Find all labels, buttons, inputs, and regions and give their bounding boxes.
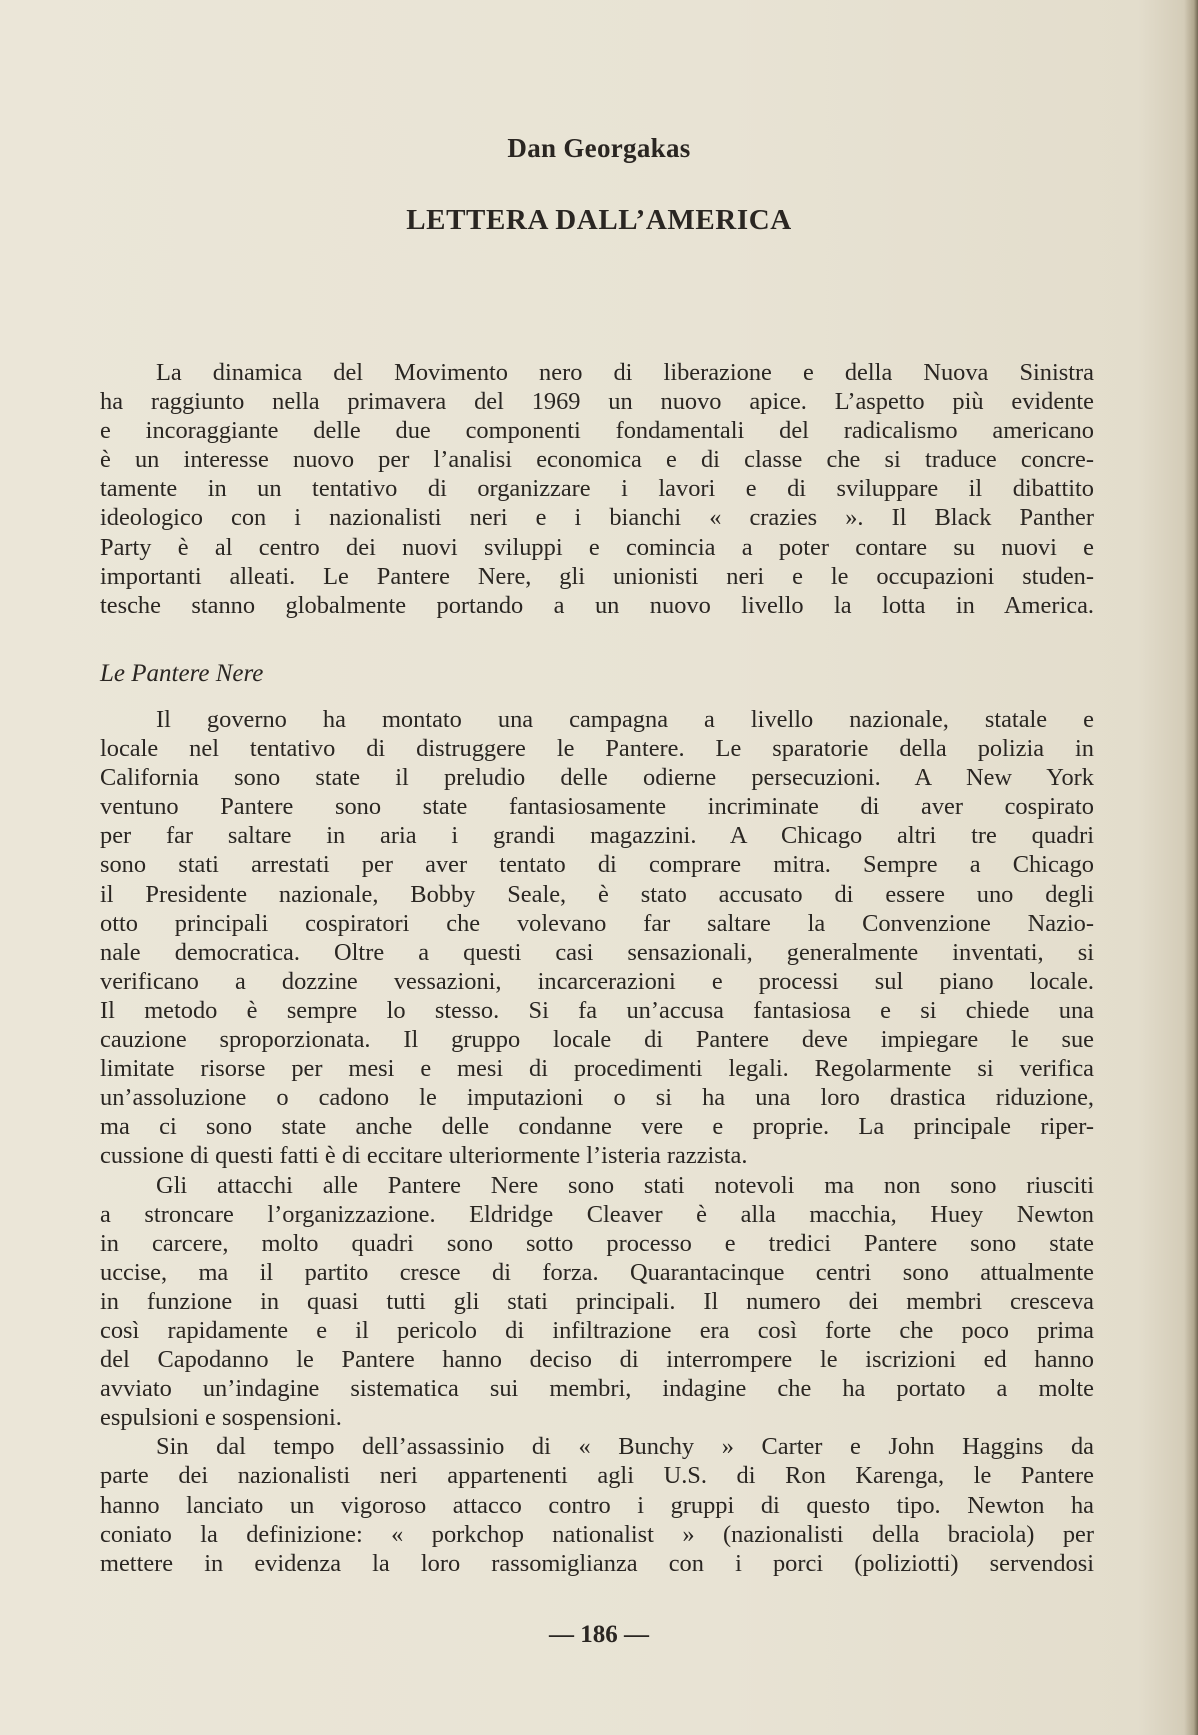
text-line: così rapidamente e il pericolo di infiltrazione era così forte che poco prima: [100, 1316, 1094, 1344]
author-name: Dan Georgakas: [507, 133, 691, 163]
text-line: importanti alleati. Le Pantere Nere, gli unionisti neri e le occupazioni studen-: [100, 562, 1094, 590]
text-line: è un interesse nuovo per l’analisi economica e di classe che si traduce concre-: [100, 446, 1094, 474]
text-line: locale nel tentativo di distruggere le Pantere. Le sparatorie della polizia in: [100, 735, 1094, 763]
text-line: hanno lanciato un vigoroso attacco contro i gruppi di questo tipo. Newton ha: [100, 1491, 1094, 1519]
text-line: tamente in un tentativo di organizzare i lavori e di sviluppare il dibattito: [100, 475, 1094, 503]
text-line: Party è al centro dei nuovi sviluppi e comincia a poter contare su nuovi e: [100, 533, 1094, 561]
page-number: — 186 —: [549, 1621, 649, 1648]
text-line: sono stati arrestati per aver tentato di comprare mitra. Sempre a Chicago: [100, 851, 1094, 879]
text-line: in carcere, molto quadri sono sotto processo e tredici Pantere sono state: [100, 1229, 1094, 1257]
text-line: uccise, ma il partito cresce di forza. Quarantacinque centri sono attualmente: [100, 1258, 1094, 1286]
text-line: per far saltare in aria i grandi magazzini. A Chicago altri tre quadri: [100, 822, 1094, 850]
text-line: espulsioni e sospensioni.: [100, 1404, 342, 1432]
text-line: La dinamica del Movimento nero di liberazione e della Nuova Sinistra: [156, 359, 1094, 386]
text-line: California sono state il preludio delle odierne persecuzioni. A New York: [100, 764, 1094, 792]
text-line: ventuno Pantere sono state fantasiosamente incriminate di aver cospirato: [100, 793, 1094, 821]
text-line: mettere in evidenza la loro rassomiglianza con i porci (poliziotti) servendosi: [100, 1549, 1094, 1577]
text-line: parte dei nazionalisti neri appartenenti agli U.S. di Ron Karenga, le Pantere: [100, 1462, 1094, 1490]
text-line: un’assoluzione o cadono le imputazioni o si ha una loro drastica riduzione,: [100, 1084, 1094, 1112]
text-line: Gli attacchi alle Pantere Nere sono stati notevoli ma non sono riusciti: [156, 1171, 1094, 1199]
text-line: verificano a dozzine vessazioni, incarcerazioni e processi sul piano locale.: [100, 967, 1094, 995]
text-line: Il governo ha montato una campagna a livello nazionale, statale e: [156, 706, 1094, 733]
text-line: Il metodo è sempre lo stesso. Si fa un’accusa fantasiosa e si chiede una: [100, 996, 1094, 1024]
text-line: a stroncare l’organizzazione. Eldridge Cleaver è alla macchia, Huey Newton: [100, 1200, 1094, 1228]
text-line: nale democratica. Oltre a questi casi sensazionali, generalmente inventati, si: [100, 938, 1094, 966]
text-line: cauzione sproporzionata. Il gruppo locale di Pantere deve impiegare le sue: [100, 1026, 1094, 1054]
section-heading: Le Pantere Nere: [100, 660, 264, 687]
text-line: otto principali cospiratori che volevano far saltare la Convenzione Nazio-: [100, 909, 1094, 937]
text-line: avviato un’indagine sistematica sui membri, indagine che ha portato a molte: [100, 1375, 1094, 1403]
text-line: tesche stanno globalmente portando a un nuovo livello la lotta in America.: [100, 591, 1094, 619]
text-line: coniato la definizione: « porkchop nationalist » (nazionalisti della braciola) per: [100, 1520, 1094, 1548]
text-line: in funzione in quasi tutti gli stati principali. Il numero dei membri cresceva: [100, 1287, 1094, 1315]
text-line: cussione di questi fatti è di eccitare ulteriormente l’isteria razzista.: [100, 1142, 748, 1170]
intro-paragraph: [100, 358, 1094, 620]
text-line: limitate risorse per mesi e mesi di procedimenti legali. Regolarmente si verifica: [100, 1055, 1094, 1083]
text-line: ideologico con i nazionalisti neri e i bianchi « crazies ». Il Black Panther: [100, 504, 1094, 532]
text-line: Sin dal tempo dell’assassinio di « Bunchy » Carter e John Haggins da: [156, 1433, 1094, 1461]
text-line: il Presidente nazionale, Bobby Seale, è stato accusato di essere uno degli: [100, 880, 1094, 908]
text-line: e incoraggiante delle due componenti fondamentali del radicalismo americano: [100, 417, 1094, 445]
text-line: del Capodanno le Pantere hanno deciso di interrompere le iscrizioni ed hanno: [100, 1346, 1094, 1374]
text-line: ha raggiunto nella primavera del 1969 un nuovo apice. L’aspetto più evidente: [100, 388, 1094, 416]
text-line: ma ci sono state anche delle condanne vere e proprie. La principale riper-: [100, 1113, 1094, 1141]
article-title: LETTERA DALL’AMERICA: [406, 204, 792, 236]
page-edge-shadow: [1184, 0, 1198, 1735]
section-body: [100, 705, 1094, 1578]
